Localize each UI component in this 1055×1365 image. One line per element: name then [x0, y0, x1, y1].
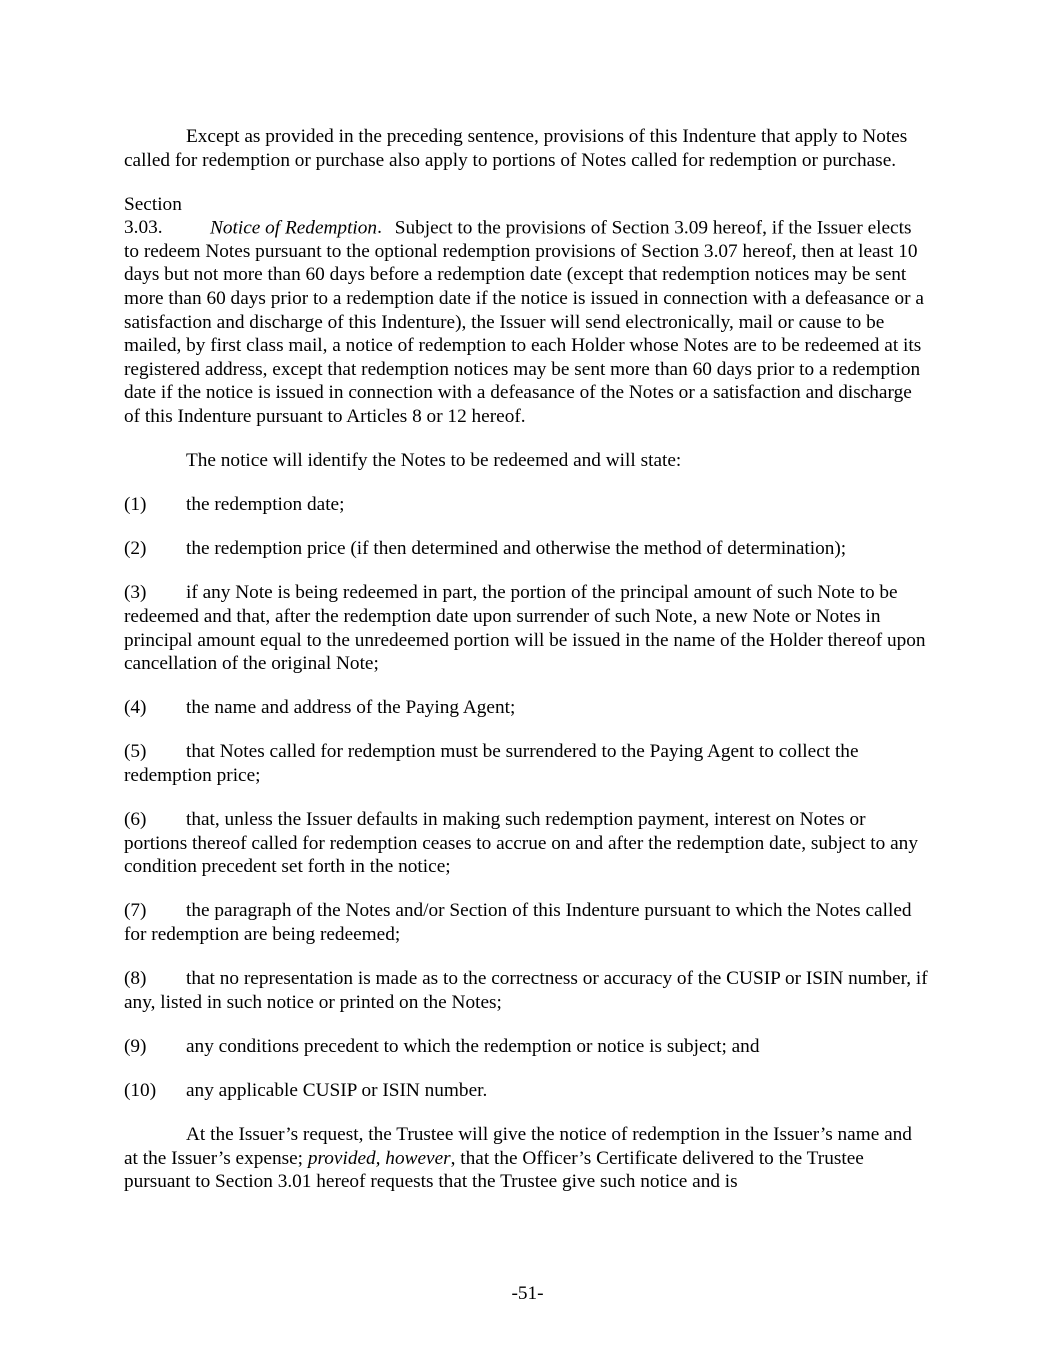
list-item [124, 493, 930, 517]
list-item-text: the redemption price (if then determined and otherwise the method of determination); [186, 538, 847, 560]
paragraph-portions: Except as provided in the preceding sentence, provisions of this Indenture that apply to Notes called for redemption or purchase also apply to portions of Notes called for redemption or purchase. [124, 126, 908, 171]
list-item-number: (1) [124, 494, 147, 516]
list-item [124, 808, 930, 879]
list-item-number: (6) [124, 809, 147, 831]
list-item [124, 1035, 930, 1059]
list-item [124, 537, 930, 561]
closing-text-2: , that the Officer’s Certificate delivered to the Trustee pursuant to Section 3.01 hereof requests that the Trustee give such notice and is [124, 1147, 864, 1193]
list-item [124, 1079, 930, 1103]
list-item [124, 696, 930, 720]
list-item-text: if any Note is being redeemed in part, the portion of the principal amount of such Note to be redeemed and that, after the redemption date upon surrender of such Note, a new Note or Notes in principal amount equal to the unredeemed portion will be issued in the name of the Holder thereof upon cancellation of the original Note; [124, 582, 926, 675]
list-item-text: the paragraph of the Notes and/or Section of this Indenture pursuant to which the Notes called for redemption are being redeemed; [124, 900, 912, 945]
list-item-text: that Notes called for redemption must be surrendered to the Paying Agent to collect the redemption price; [124, 741, 859, 786]
section-3-03 [124, 193, 930, 429]
list-item-text: that, unless the Issuer defaults in making such redemption payment, interest on Notes or portions thereof called for redemption ceases to accrue on and after the redemption date, subject to any condition precedent set forth in the notice; [124, 809, 918, 878]
list-item-number: (4) [124, 697, 147, 719]
list-item-number: (2) [124, 538, 147, 560]
page-number: -51- [511, 1283, 544, 1304]
closing-text-1: At the Issuer’s request, the Trustee will give the notice of redemption in the Issuer’s name and at the Issuer’s expense; [124, 1123, 912, 1169]
section-title: Notice of Redemption [210, 217, 378, 239]
list-item [124, 581, 930, 675]
list-item-number: (10) [124, 1079, 157, 1101]
list-item-text: any applicable CUSIP or ISIN number. [186, 1079, 488, 1101]
list-item [124, 740, 930, 787]
list-item-number: (8) [124, 968, 147, 990]
list-item-text: any conditions precedent to which the redemption or notice is subject; and [186, 1035, 760, 1057]
list-item [124, 967, 930, 1014]
list-item-number: (9) [124, 1035, 147, 1057]
closing-italic: provided, however [307, 1147, 451, 1169]
list-item-text: the redemption date; [186, 494, 345, 516]
section-title-period: . [377, 217, 382, 239]
document-page [124, 125, 930, 1214]
section-number: Section 3.03. [124, 193, 182, 239]
section-body: Subject to the provisions of Section 3.09 hereof, if the Issuer elects to redeem Notes pursuant to the optional redemption provisions of Section 3.07 hereof, then at least 10 days but not more than 60 days before a redemption date (except that redemption notices may be sent more than 60 days prior to a redemption date if the notice is issued in connection with a defeasance or a satisfaction and discharge of this Indenture), the Issuer will send electronically, mail or cause to be mailed, by first class mail, a notice of redemption to each Holder whose Notes are to be redeemed at its registered address, except that redemption notices may be sent more than 60 days prior to a redemption date if the notice is issued in connection with a defeasance of the Notes or a satisfaction and discharge of this Indenture pursuant to Articles 8 or 12 hereof. [124, 217, 924, 428]
notice-intro: The notice will identify the Notes to be redeemed and will state: [186, 450, 682, 472]
list-item [124, 899, 930, 946]
list-item-text: that no representation is made as to the correctness or accuracy of the CUSIP or ISIN number, if any, listed in such notice or printed on the Notes; [124, 968, 928, 1013]
list-item-number: (7) [124, 900, 147, 922]
list-item-number: (5) [124, 741, 147, 763]
list-item-number: (3) [124, 582, 147, 604]
list-item-text: the name and address of the Paying Agent; [186, 697, 516, 719]
closing-paragraph [124, 1123, 930, 1194]
